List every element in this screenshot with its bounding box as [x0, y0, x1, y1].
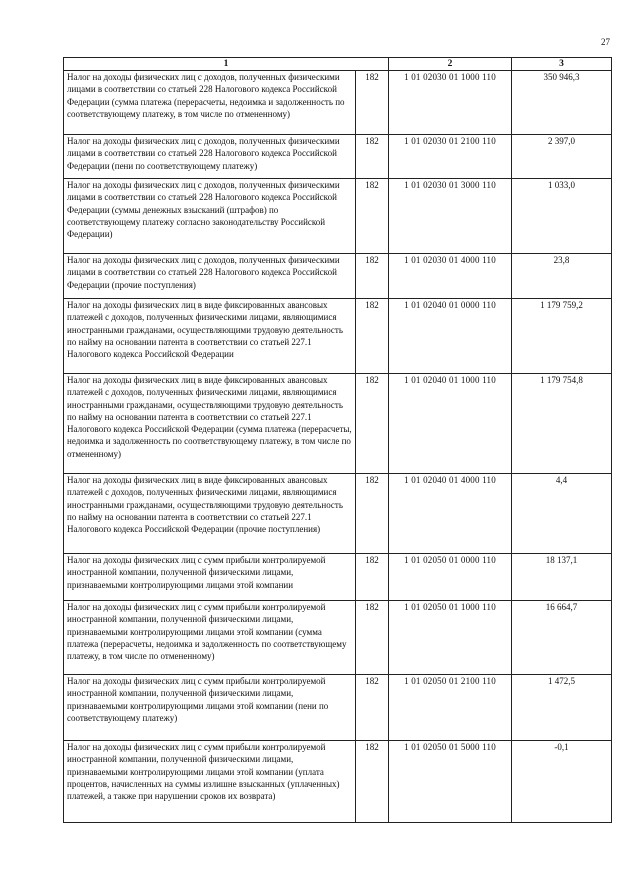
row-amount: 4,4 — [512, 474, 612, 554]
table-row — [64, 299, 612, 374]
row-amount: 1 033,0 — [512, 179, 612, 254]
row-amount: 350 946,3 — [512, 71, 612, 135]
header-col-3: 3 — [512, 58, 612, 71]
table-row — [64, 71, 612, 135]
row-classification-code: 1 01 02050 01 0000 110 — [389, 554, 512, 601]
row-amount: 1 179 754,8 — [512, 374, 612, 474]
table-header-row — [64, 58, 612, 71]
table-row — [64, 601, 612, 675]
row-description: Налог на доходы физических лиц с доходов, полученных физическими лицами в соответствии со статьей 228 Налогового кодекса Российской Федерации (сумма платежа (перерасчеты, недоимка и задолженность по соответствующему платежу, в том числе по отмененному) — [64, 71, 356, 135]
table-row — [64, 135, 612, 179]
table-row — [64, 474, 612, 554]
row-classification-code: 1 01 02030 01 4000 110 — [389, 254, 512, 299]
row-admin-code: 182 — [356, 601, 389, 675]
table-body — [64, 71, 612, 823]
row-admin-code: 182 — [356, 741, 389, 823]
revenue-table — [63, 57, 612, 823]
table-row — [64, 741, 612, 823]
row-description: Налог на доходы физических лиц с сумм прибыли контролируемой иностранной компании, полученной физическими лицами, признаваемыми контролирующими лицами этой компании (уплата процентов, начисленных на суммы излишне взысканных (уплаченных) платежей, а также при нарушении сроков их возврата) — [64, 741, 356, 823]
row-classification-code: 1 01 02050 01 1000 110 — [389, 601, 512, 675]
row-amount: 16 664,7 — [512, 601, 612, 675]
row-description: Налог на доходы физических лиц с доходов, полученных физическими лицами в соответствии со статьей 228 Налогового кодекса Российской Федерации (прочие поступления) — [64, 254, 356, 299]
table-row — [64, 179, 612, 254]
row-admin-code: 182 — [356, 675, 389, 741]
row-classification-code: 1 01 02030 01 1000 110 — [389, 71, 512, 135]
row-amount: 1 179 759,2 — [512, 299, 612, 374]
row-amount: 1 472,5 — [512, 675, 612, 741]
row-classification-code: 1 01 02040 01 4000 110 — [389, 474, 512, 554]
row-admin-code: 182 — [356, 374, 389, 474]
row-admin-code: 182 — [356, 299, 389, 374]
row-admin-code: 182 — [356, 135, 389, 179]
row-amount: -0,1 — [512, 741, 612, 823]
row-description: Налог на доходы физических лиц с сумм прибыли контролируемой иностранной компании, полученной физическими лицами, признаваемыми контролирующими лицами этой компании (сумма платежа (перерасчеты, недоимка и задолженность по соответствующему платежу, в том числе по отмененному) — [64, 601, 356, 675]
row-description: Налог на доходы физических лиц в виде фиксированных авансовых платежей с доходов, полученных физическими лицами, являющимися иностранными гражданами, осуществляющими трудовую деятельность по найму на основании патента в соответствии со статьей 227.1 Налогового кодекса Российской Федерации (прочие поступления) — [64, 474, 356, 554]
row-description: Налог на доходы физических лиц в виде фиксированных авансовых платежей с доходов, полученных физическими лицами, являющимися иностранными гражданами, осуществляющими трудовую деятельность по найму на основании патента в соответствии со статьей 227.1 Налогового кодекса Российской Федерации (сумма платежа (перерасчеты, недоимка и задолженность по соответствующему платежу, в том числе по отмененному) — [64, 374, 356, 474]
row-classification-code: 1 01 02050 01 2100 110 — [389, 675, 512, 741]
row-admin-code: 182 — [356, 179, 389, 254]
table-row — [64, 675, 612, 741]
row-amount: 23,8 — [512, 254, 612, 299]
row-admin-code: 182 — [356, 554, 389, 601]
row-description: Налог на доходы физических лиц с доходов, полученных физическими лицами в соответствии со статьей 228 Налогового кодекса Российской Федерации (суммы денежных взысканий (штрафов) по соответствующему платежу согласно законодательству Российской Федерации) — [64, 179, 356, 254]
table-row — [64, 254, 612, 299]
row-classification-code: 1 01 02040 01 1000 110 — [389, 374, 512, 474]
row-classification-code: 1 01 02030 01 2100 110 — [389, 135, 512, 179]
row-amount: 2 397,0 — [512, 135, 612, 179]
row-admin-code: 182 — [356, 474, 389, 554]
header-col-2: 2 — [389, 58, 512, 71]
row-admin-code: 182 — [356, 254, 389, 299]
row-admin-code: 182 — [356, 71, 389, 135]
page-number: 27 — [601, 37, 610, 47]
header-col-1: 1 — [64, 58, 389, 71]
row-classification-code: 1 01 02040 01 0000 110 — [389, 299, 512, 374]
row-description: Налог на доходы физических лиц с сумм прибыли контролируемой иностранной компании, полученной физическими лицами, признаваемыми контролирующими лицами этой компании — [64, 554, 356, 601]
row-description: Налог на доходы физических лиц с сумм прибыли контролируемой иностранной компании, полученной физическими лицами, признаваемыми контролирующими лицами этой компании (пени по соответствующему платежу) — [64, 675, 356, 741]
row-classification-code: 1 01 02050 01 5000 110 — [389, 741, 512, 823]
row-classification-code: 1 01 02030 01 3000 110 — [389, 179, 512, 254]
row-description: Налог на доходы физических лиц с доходов, полученных физическими лицами в соответствии со статьей 228 Налогового кодекса Российской Федерации (пени по соответствующему платежу) — [64, 135, 356, 179]
row-amount: 18 137,1 — [512, 554, 612, 601]
row-description: Налог на доходы физических лиц в виде фиксированных авансовых платежей с доходов, полученных физическими лицами, являющимися иностранными гражданами, осуществляющими трудовую деятельность по найму на основании патента в соответствии со статьей 227.1 Налогового кодекса Российской Федерации — [64, 299, 356, 374]
table-row — [64, 554, 612, 601]
table-row — [64, 374, 612, 474]
